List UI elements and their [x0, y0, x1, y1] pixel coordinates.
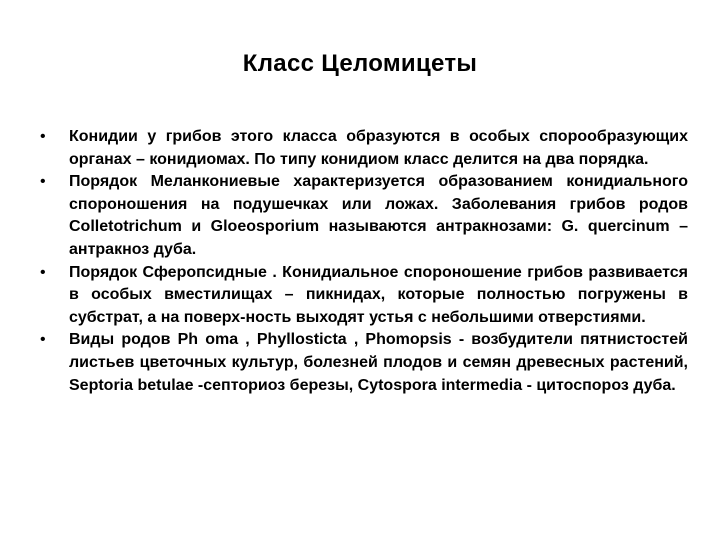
bullet-item-conidia [40, 126, 688, 171]
bullet-text: Виды родов Ph oma , Phyllosticta , Phomopsis - возбудители пятнистостей листьев цветочных культур, болезней плодов и семян древесных растений, Septoria betulae -септориоз березы, Cytospora intermedia - цитоспороз дуба. [69, 331, 688, 394]
bullet-item-melanconiales [40, 171, 688, 261]
bullet-text: Конидии у грибов этого класса образуются в особых спорообразующих органах – конидиомах. По типу конидиом класс делится на два порядка. [69, 128, 688, 168]
bullet-item-sphaeropsidales [40, 262, 688, 330]
bullet-icon: • [40, 331, 46, 349]
bullet-text: Порядок Меланкониевые характеризуется образованием конидиального спороношения на подушечках или ложах. Заболевания грибов родов Colletotrichum и Gloeosporium называются антракнозами: G. quercinum – антракноз дуба. [69, 173, 688, 258]
bullet-text: Порядок Сферопсидные . Конидиальное спороношение грибов развивается в особых вместилищах – пикнидах, которые полностью погружены в субстрат, а на поверх-ность выходят устья с небольшими отверстиями. [69, 263, 688, 326]
bullet-icon: • [40, 128, 46, 145]
bullet-item-genera [40, 329, 688, 397]
slide-title: Класс Целомицеты [242, 50, 478, 77]
bullet-icon: • [40, 173, 46, 191]
bullet-list [40, 126, 688, 397]
bullet-icon: • [40, 263, 46, 281]
